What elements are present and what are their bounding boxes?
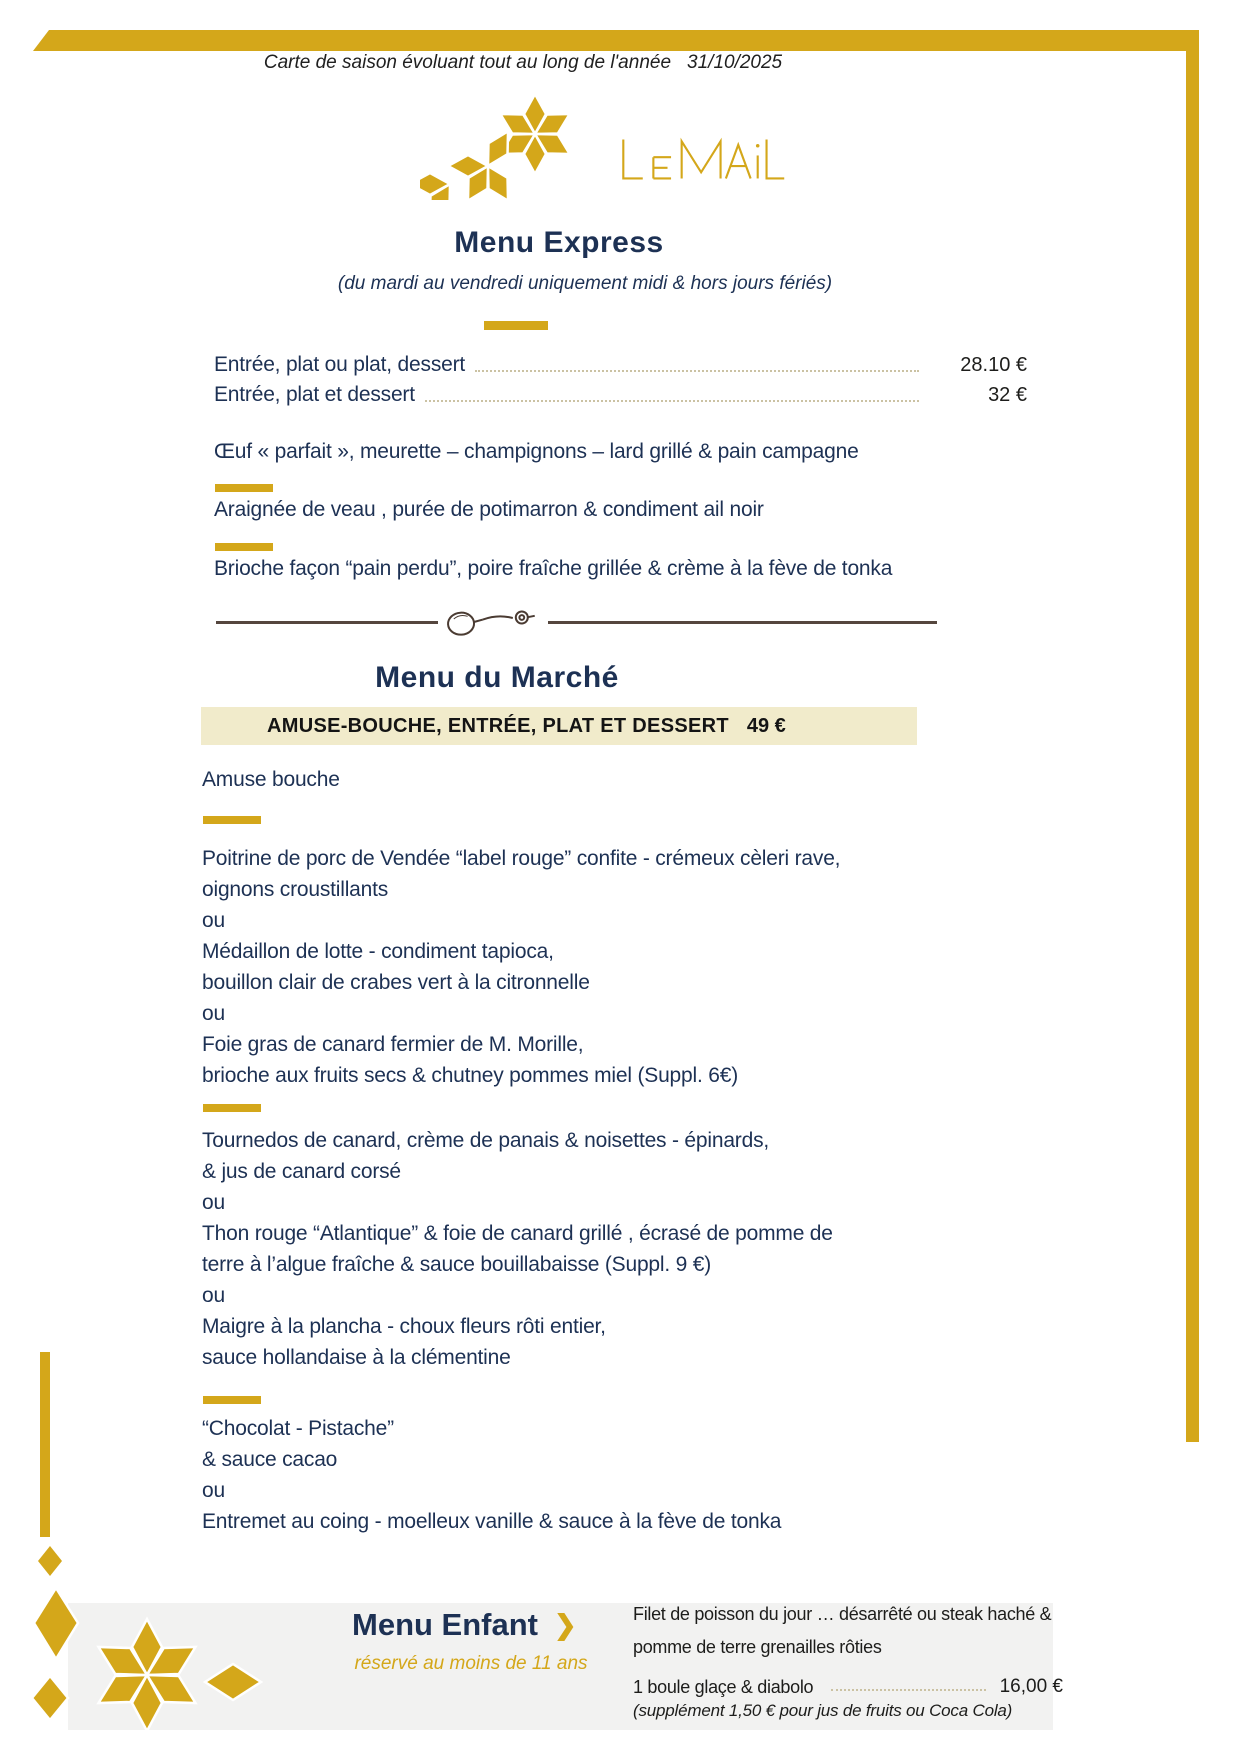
frame-right-bar [1186, 30, 1199, 1442]
enfant-line: pomme de terre grenailles rôties [633, 1637, 882, 1657]
formula-row [214, 353, 1027, 377]
enfant-priced-label: 1 boule glaçe & diabolo [633, 1677, 814, 1697]
season-note [143, 52, 903, 74]
menu-enfant-title: Menu Enfant [352, 1607, 538, 1642]
menu-marche-title: Menu du Marché [375, 661, 619, 694]
footer-star-decoration-icon [28, 1576, 278, 1744]
season-note-text: Carte de saison évoluant tout au long de l'année [263, 52, 672, 73]
express-dish-dessert: Brioche façon “pain perdu”, poire fraîche grillée & crème à la fève de tonka [214, 557, 893, 580]
frame-left-diamond-fragment [38, 1546, 62, 1576]
banner-price: 49 € [746, 714, 786, 737]
menu-date: 31/10/2025 [687, 52, 783, 73]
course-line: Entremet au coing - moelleux vanille & sauce à la fève de tonka [202, 1510, 782, 1533]
amuse-bouche-line: Amuse bouche [202, 768, 340, 791]
course-line: ou [202, 1191, 225, 1214]
logo-wordmark-le-mail [618, 130, 786, 188]
dotted-leader [831, 1689, 985, 1691]
logo-wordmark-icon [618, 130, 786, 188]
course-line: ou [202, 909, 225, 932]
menu-enfant-header [352, 1607, 577, 1643]
marche-course-entrees [202, 843, 840, 1091]
menu-enfant-subtitle: réservé au moins de 11 ans [354, 1653, 588, 1674]
course-line: Foie gras de canard fermier de M. Morille, [202, 1033, 584, 1056]
enfant-supplement-note: (supplément 1,50 € pour jus de fruits ou Coca Cola) [633, 1701, 1013, 1720]
gold-divider [215, 543, 273, 551]
express-dish-starter: Œuf « parfait », meurette – champignons – lard grillé & pain campagne [214, 440, 859, 463]
course-line: Tournedos de canard, crème de panais & noisettes - épinards, [202, 1129, 770, 1152]
formula-row [214, 383, 1027, 407]
course-line: brioche aux fruits secs & chutney pommes miel (Suppl. 6€) [202, 1064, 739, 1087]
course-line: terre à l’algue fraîche & sauce bouillabaisse (Suppl. 9 €) [202, 1253, 712, 1276]
course-line: ou [202, 1284, 225, 1307]
enfant-price: 16,00 € [999, 1676, 1063, 1697]
formula-label: Entrée, plat ou plat, dessert [214, 353, 466, 376]
course-line: bouillon clair de crabes vert à la citronnelle [202, 971, 590, 994]
course-line: & sauce cacao [202, 1448, 338, 1471]
spoon-divider-line-left [216, 621, 438, 624]
course-line: Maigre à la plancha - choux fleurs rôti entier, [202, 1315, 606, 1338]
menu-express-subtitle: (du mardi au vendredi uniquement midi & hors jours fériés) [337, 273, 833, 294]
gold-divider [484, 321, 548, 330]
gold-divider [203, 1396, 261, 1404]
course-line: Thon rouge “Atlantique” & foie de canard grillé , écrasé de pomme de [202, 1222, 833, 1245]
gold-divider [215, 484, 273, 492]
frame-top-bar [33, 30, 1199, 51]
banner-label: AMUSE-BOUCHE, ENTRÉE, PLAT ET DESSERT [267, 714, 729, 737]
formula-price: 32 € [988, 384, 1027, 406]
dotted-leader [475, 370, 919, 372]
chevron-right-icon: ❯ [554, 1609, 577, 1640]
course-line: “Chocolat - Pistache” [202, 1417, 394, 1440]
gold-divider [203, 1104, 261, 1112]
spoon-divider-line-right [548, 621, 937, 624]
marche-course-mains [202, 1125, 833, 1373]
express-dish-main: Araignée de veau , purée de potimarron & condiment ail noir [214, 498, 764, 521]
gold-divider [203, 816, 261, 824]
enfant-line: Filet de poisson du jour … désarrêté ou steak haché & [633, 1604, 1052, 1624]
course-line: Médaillon de lotte - condiment tapioca, [202, 940, 554, 963]
course-line: sauce hollandaise à la clémentine [202, 1346, 511, 1369]
logo [420, 92, 598, 200]
formula-price: 28.10 € [960, 354, 1027, 376]
marche-banner [201, 707, 917, 745]
marche-course-desserts [202, 1413, 781, 1537]
course-line: ou [202, 1479, 225, 1502]
menu-express-title: Menu Express [454, 226, 664, 259]
course-line: Poitrine de porc de Vendée “label rouge” confite - crémeux cèleri rave, [202, 847, 841, 870]
dotted-leader [425, 400, 919, 402]
frame-left-bar [40, 1352, 50, 1537]
course-line: & jus de canard corsé [202, 1160, 401, 1183]
enfant-priced-row [633, 1664, 1063, 1698]
logo-mark-icon [420, 92, 598, 200]
formula-label: Entrée, plat et dessert [214, 383, 415, 406]
spoon-icon [445, 604, 541, 640]
course-line: oignons croustillants [202, 878, 389, 901]
menu-enfant-details [633, 1598, 1063, 1721]
course-line: ou [202, 1002, 225, 1025]
